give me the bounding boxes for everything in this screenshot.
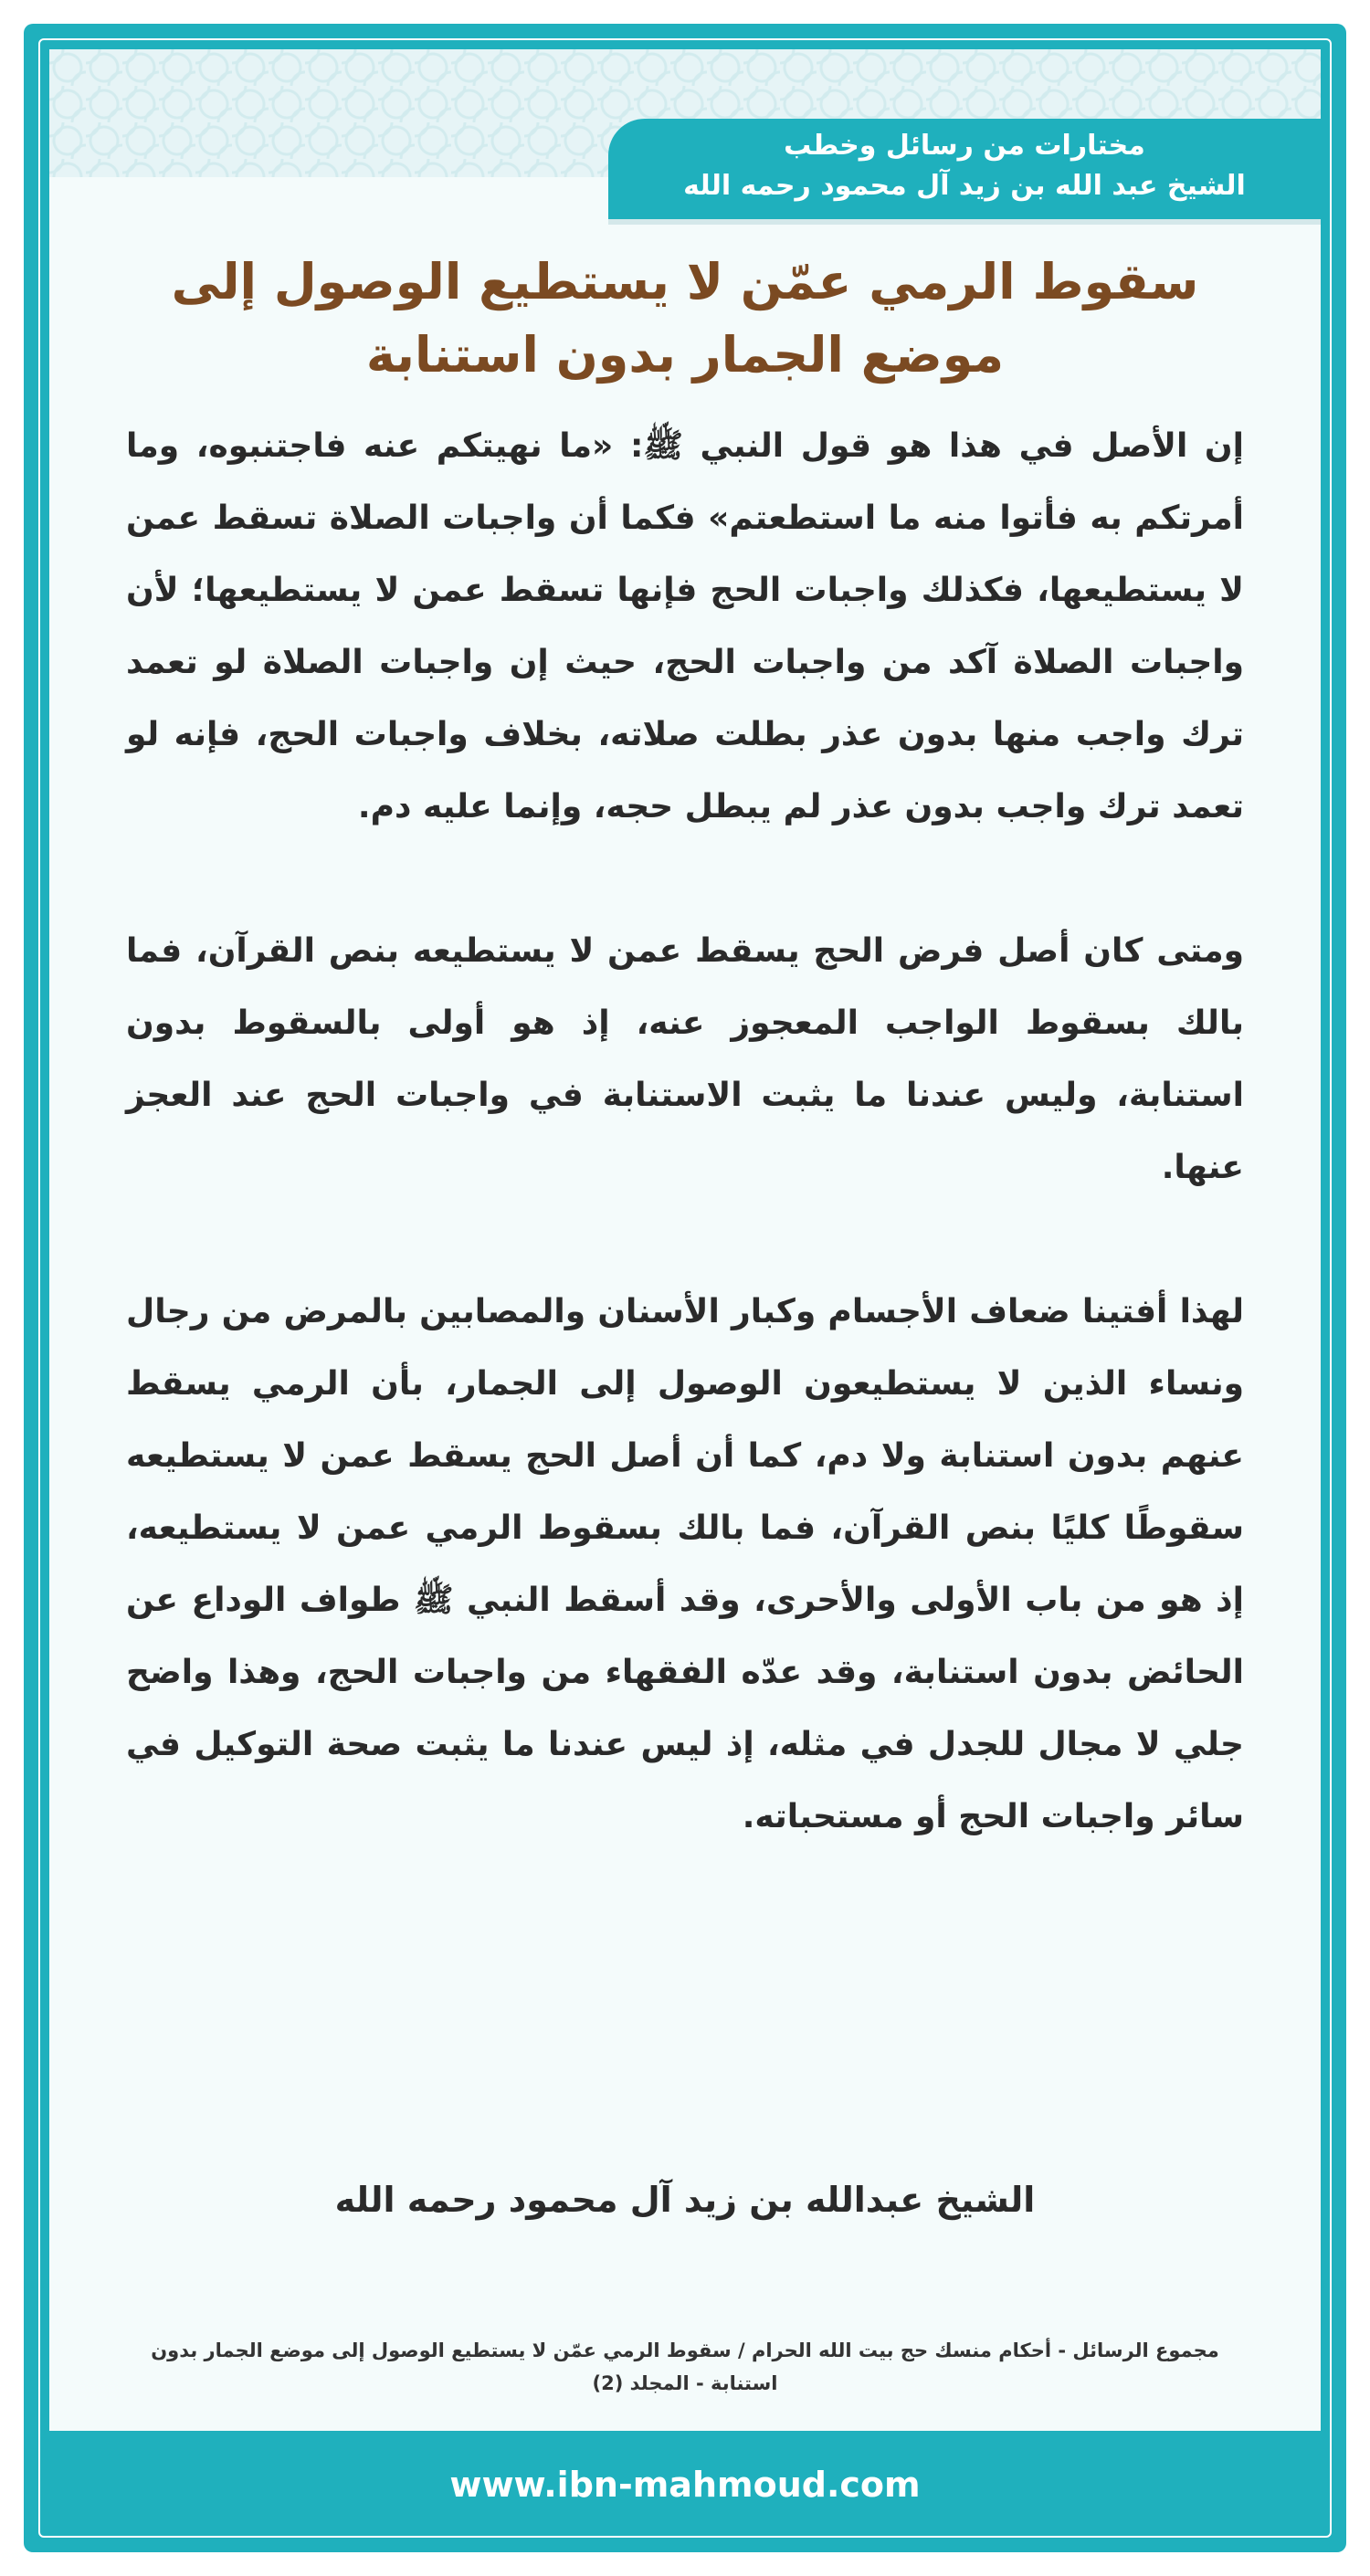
- article-title: سقوط الرمي عمّن لا يستطيع الوصول إلى موضع الجمار بدون استنابة: [171, 253, 1199, 384]
- page-frame: [24, 24, 1346, 2552]
- website-link[interactable]: www.ibn-mahmoud.com: [449, 2465, 921, 2505]
- header-badge: [608, 119, 1321, 219]
- content-panel: [49, 49, 1321, 2431]
- header-author-name: الشيخ عبد الله بن زيد آل محمود رحمه الله: [683, 170, 1246, 202]
- author-signature: الشيخ عبدالله بن زيد آل محمود رحمه الله: [334, 2180, 1036, 2220]
- paragraph-2: ومتى كان أصل فرض الحج يسقط عمن لا يستطيعه بنص القرآن، فما بالك بسقوط الواجب المعجوز عنه، إذ هو أولى بالسقوط بدون استنابة، وليس عندنا ما يثبت الاستنابة في واجبات الحج عند العجز عنها.: [126, 932, 1244, 1186]
- paragraph-3: لهذا أفتينا ضعاف الأجسام وكبار الأسنان والمصابين بالمرض من رجال ونساء الذين لا يستطيعون الوصول إلى الجمار، بأن الرمي يسقط عنهم بدون استنابة ولا دم، كما أن أصل الحج يسقط عمن لا يستطيعه سقوطًا كليًا بنص القرآن، فما بالك بسقوط الرمي عمن لا يستطيعه، إذ هو من باب الأولى والأحرى، وقد أسقط النبي ﷺ طواف الوداع عن الحائض بدون استنابة، وقد عدّه الفقهاء من واجبات الحج، وهذا واضح جلي لا مجال للجدل في مثله، إذ ليس عندنا ما يثبت صحة التوكيل في سائر واجبات الحج أو مستحباته.: [126, 1293, 1244, 1835]
- article-body: [126, 410, 1244, 1925]
- source-reference: مجموع الرسائل - أحكام منسك حج بيت الله الحرام / سقوط الرمي عمّن لا يستطيع الوصول إلى موضع الجمار بدون استنابة - المجلد (2): [151, 2339, 1219, 2394]
- paragraph-1: إن الأصل في هذا هو قول النبي ﷺ: «ما نهيتكم عنه فاجتنبوه، وما أمرتكم به فأتوا منه ما استطعتم» فكما أن واجبات الصلاة تسقط عمن لا يستطيعها، فكذلك واجبات الحج فإنها تسقط عمن لا يستطيعها؛ لأن واجبات الصلاة آكد من واجبات الحج، حيث إن واجبات الصلاة لو تعمد ترك واجب منها بدون عذر بطلت صلاته، بخلاف واجبات الحج، فإنه لو تعمد ترك واجب بدون عذر لم يبطل حجه، وإنما عليه دم.: [126, 427, 1244, 825]
- header-collection-title: مختارات من رسائل وخطب: [784, 130, 1145, 162]
